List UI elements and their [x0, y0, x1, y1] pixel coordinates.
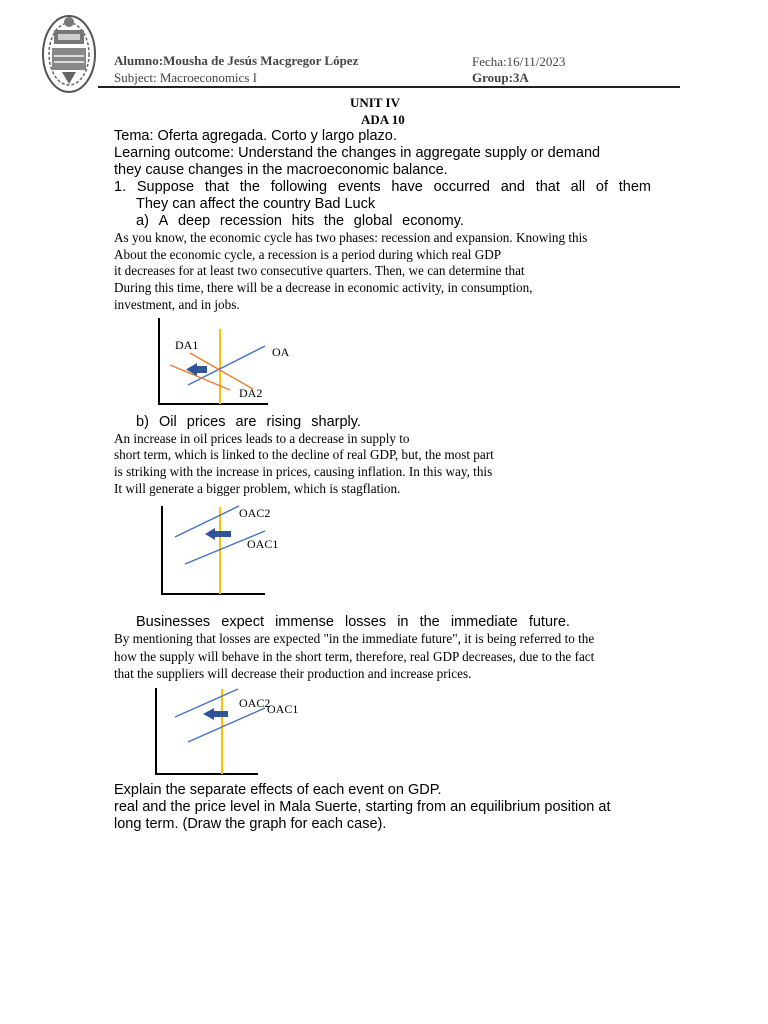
part-a-text-4: During this time, there will be a decrease in economic activity, in consumption,: [114, 280, 533, 295]
part-c-text-3: that the suppliers will decrease their production and increase prices.: [114, 666, 472, 681]
left-arrow-icon: [205, 528, 231, 540]
graph-b-label-oac2: OAC2: [239, 506, 271, 520]
part-a-text-1: As you know, the economic cycle has two phases: recession and expansion. Knowing this: [114, 230, 588, 245]
part-c-text-1: By mentioning that losses are expected "in the immediate future", it is being referred to the: [114, 631, 595, 646]
closing-line-2: real and the price level in Mala Suerte, starting from an equilibrium position at: [114, 799, 611, 815]
word: all: [570, 179, 586, 195]
part-b-text-2: short term, which is linked to the decline of real GDP, but, the most part: [114, 447, 494, 462]
part-a-text-5: investment, and in jobs.: [114, 297, 240, 312]
word: Suppose: [136, 179, 195, 195]
graph-c-label-oac2: OAC2: [239, 696, 271, 710]
word: are: [235, 414, 257, 430]
graph-b-label-oac1: OAC1: [247, 537, 279, 551]
word: future.: [528, 614, 570, 630]
word: Oil: [158, 414, 177, 430]
word: immediate: [450, 614, 518, 630]
word: the: [323, 213, 345, 229]
word: b): [136, 414, 149, 430]
word: have: [391, 179, 423, 195]
word: and: [500, 179, 525, 195]
word: the: [419, 614, 440, 630]
closing-line-1: Explain the separate effects of each event on GDP.: [114, 782, 442, 798]
group: Group:3A: [472, 70, 529, 85]
part-c-heading: [136, 614, 570, 630]
left-arrow-icon: [203, 708, 228, 720]
word: prices: [186, 414, 226, 430]
university-seal-logo: [40, 10, 98, 96]
word: following: [270, 179, 328, 195]
word: in: [397, 614, 409, 630]
word: losses: [345, 614, 387, 630]
part-a-text-3: it decreases for at least two consecutive quarters. Then, we can determine that: [114, 263, 525, 278]
closing-line-3: long term. (Draw the graph for each case).: [114, 816, 387, 832]
word: 1.: [114, 179, 127, 195]
graph-b: [155, 502, 325, 597]
graph-a-label-da1: DA1: [175, 338, 199, 352]
word: expect: [221, 614, 264, 630]
word: global: [353, 213, 393, 229]
part-a-heading: [136, 213, 464, 229]
part-b-text-3: is striking with the increase in prices, causing inflation. In this way, this: [114, 464, 493, 479]
left-arrow-icon: [186, 363, 207, 376]
graph-a-label-oa: OA: [272, 345, 290, 359]
question-1-line-2: They can affect the country Bad Luck: [136, 196, 376, 212]
graph-c: [150, 684, 320, 779]
word: hits: [291, 213, 315, 229]
word: that: [535, 179, 560, 195]
part-b-heading: [136, 414, 361, 430]
word: events: [337, 179, 381, 195]
unit-title: UNIT IV: [350, 95, 400, 110]
word: A: [158, 213, 169, 229]
outcome-line-2: they cause changes in the macroeconomic balance.: [114, 162, 448, 178]
word: deep: [177, 213, 211, 229]
word: sharply.: [311, 414, 361, 430]
part-a-text-2: About the economic cycle, a recession is a period during which real GDP: [114, 247, 502, 262]
word: that: [204, 179, 230, 195]
graph-a: [150, 315, 310, 407]
graph-c-label-oac1: OAC1: [267, 702, 299, 716]
tema-line: Tema: Oferta agregada. Corto y largo plazo.: [114, 128, 397, 144]
word: of: [595, 179, 608, 195]
word: them: [618, 179, 651, 195]
part-b-text-4: It will generate a bigger problem, which is stagflation.: [114, 481, 401, 496]
student-name: Alumno:Mousha de Jesús Macgregor López: [114, 53, 359, 68]
part-b-text-1: An increase in oil prices leads to a decrease in supply to: [114, 431, 410, 446]
graph-a-label-da2: DA2: [239, 386, 263, 400]
word: a): [136, 213, 149, 229]
header-rule: [98, 86, 680, 88]
question-1-line-1: [114, 179, 651, 195]
graph-a-oa-line: [188, 346, 265, 385]
seal-icon: [40, 10, 98, 96]
date: Fecha:16/11/2023: [472, 54, 566, 69]
word: occurred: [433, 179, 490, 195]
ada-title: ADA 10: [361, 112, 405, 127]
word: Businesses: [136, 614, 211, 630]
word: economy.: [402, 213, 464, 229]
word: the: [239, 179, 260, 195]
word: immense: [275, 614, 334, 630]
word: rising: [266, 414, 302, 430]
part-c-text-2: how the supply will behave in the short term, therefore, real GDP decreases, due to the fact: [114, 649, 595, 664]
subject: Subject: Macroeconomics I: [114, 70, 257, 85]
outcome-line-1: Learning outcome: Understand the changes in aggregate supply or demand: [114, 145, 601, 161]
word: recession: [219, 213, 282, 229]
